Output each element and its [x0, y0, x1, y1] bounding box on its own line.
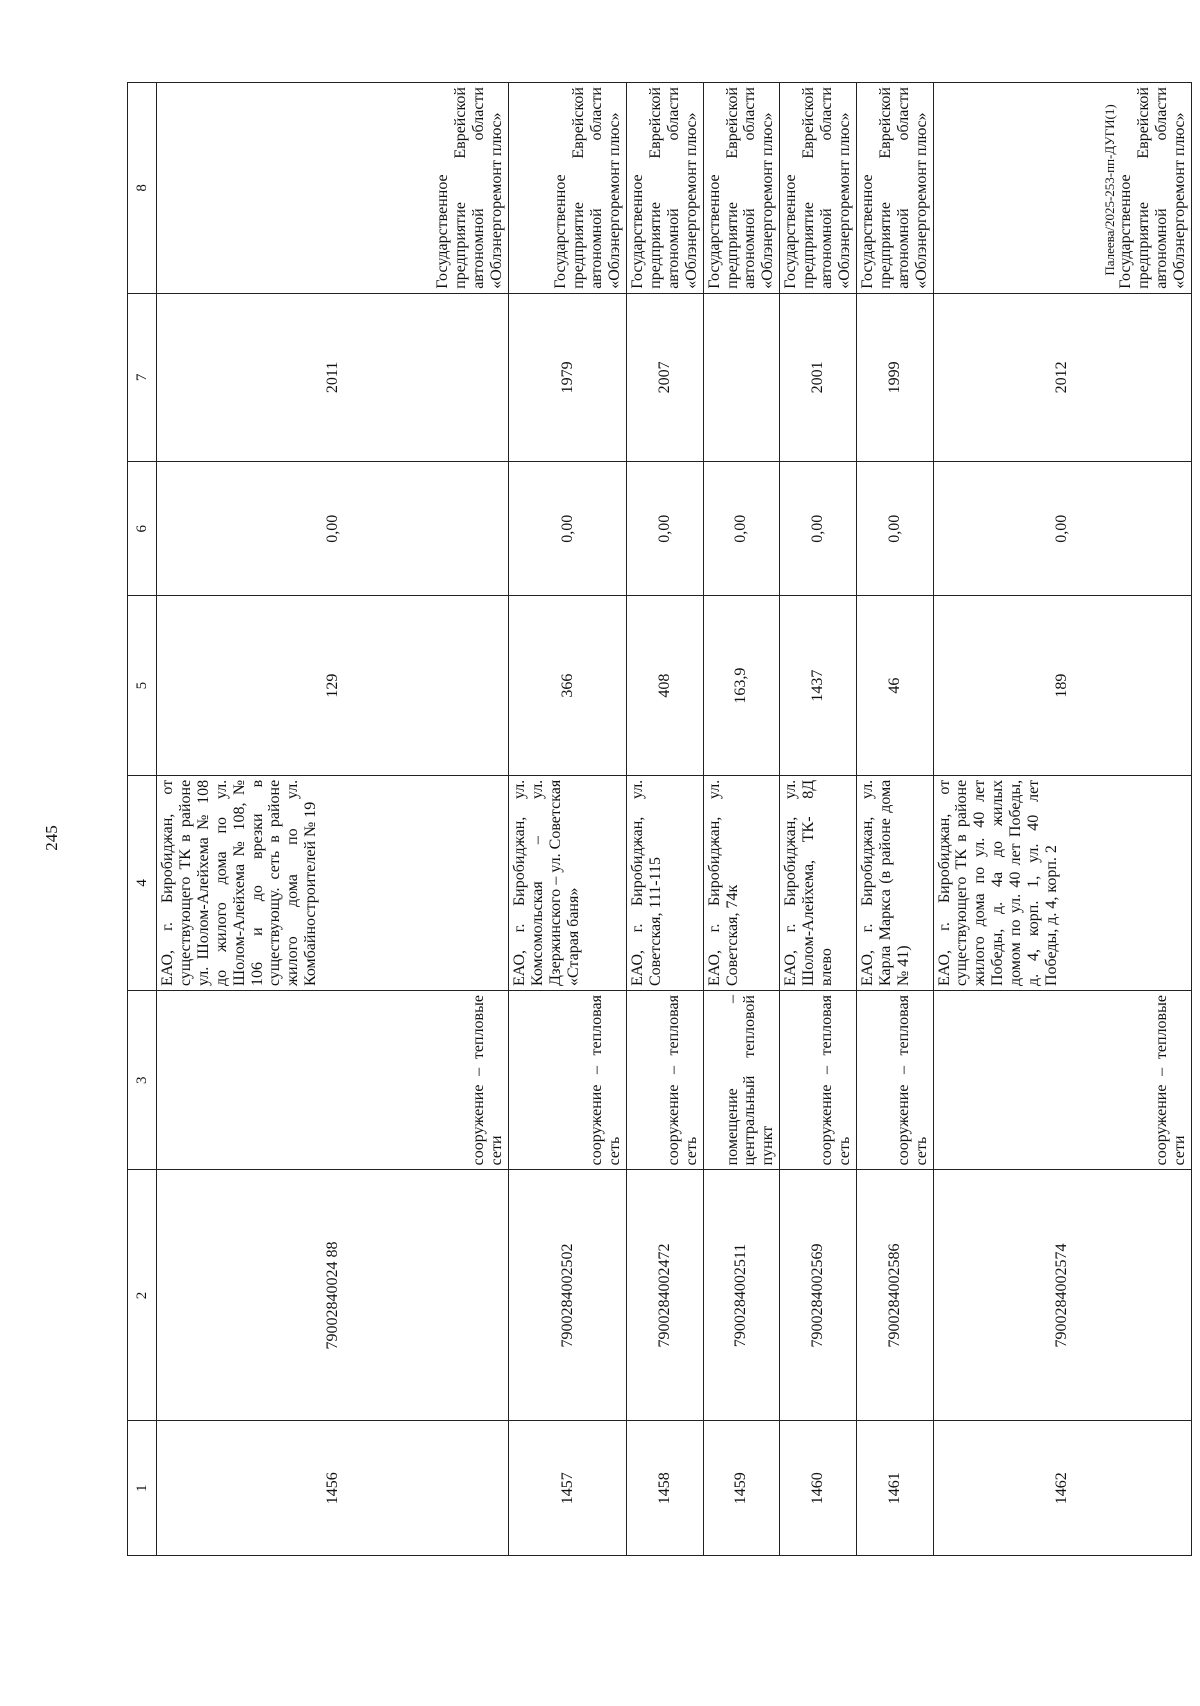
object-address: ЕАО, г. Биробиджан, ул. Комсомольская – ул. Дзержинского – ул. Советская «Старая баня» — [509, 775, 627, 990]
object-year — [703, 293, 780, 461]
table-row — [780, 83, 857, 1556]
object-owner: Государственное предприятие Еврейской автономной области «Облэнергоремонт плюс» — [856, 83, 933, 294]
row-number: 1462 — [933, 1421, 1191, 1556]
object-value: 0,00 — [157, 461, 509, 596]
row-number: 1458 — [627, 1421, 704, 1556]
col-header-5: 5 — [128, 596, 157, 775]
object-value: 0,00 — [627, 461, 704, 596]
object-year: 1999 — [856, 293, 933, 461]
object-type: сооружение – тепловая сеть — [509, 991, 627, 1170]
object-owner: Государственное предприятие Еврейской автономной области «Облэнергоремонт плюс» — [933, 83, 1191, 294]
object-value: 0,00 — [933, 461, 1191, 596]
object-length: 46 — [856, 596, 933, 775]
cadastral-number: 7900284002511 — [703, 1170, 780, 1421]
object-type: помещение – центральный тепловой пункт — [703, 991, 780, 1170]
object-type: сооружение – тепловые сети — [933, 991, 1191, 1170]
object-type: сооружение – тепловая сеть — [856, 991, 933, 1170]
object-address: ЕАО, г. Биробиджан, от существующего ТК в районе ул. Шолом-Алейхема № 108 до жилого дома по ул. Шолом-Алейхема № 108, № 106 и до врезки в существующу. сеть в районе жилого дома по ул. Комбайностроителей № 19 — [157, 775, 509, 990]
object-owner: Государственное предприятие Еврейской автономной области «Облэнергоремонт плюс» — [627, 83, 704, 294]
object-address: ЕАО, г. Биробиджан, ул. Советская, 74к — [703, 775, 780, 990]
object-owner: Государственное предприятие Еврейской автономной области «Облэнергоремонт плюс» — [157, 83, 509, 294]
object-address: ЕАО, г. Биробиджан, ул. Шолом-Алейхема, ТК- 8Д влево — [780, 775, 857, 990]
object-address: ЕАО, г. Биробиджан, ул. Советская, 111-115 — [627, 775, 704, 990]
object-length: 1437 — [780, 596, 857, 775]
header-row — [128, 83, 157, 1556]
object-year: 2011 — [157, 293, 509, 461]
object-value: 0,00 — [780, 461, 857, 596]
object-type: сооружение – тепловая сеть — [627, 991, 704, 1170]
object-value: 0,00 — [703, 461, 780, 596]
object-length: 189 — [933, 596, 1191, 775]
row-number: 1457 — [509, 1421, 627, 1556]
cadastral-number: 7900284002574 — [933, 1170, 1191, 1421]
row-number: 1456 — [157, 1421, 509, 1556]
col-header-4: 4 — [128, 775, 157, 990]
object-year: 1979 — [509, 293, 627, 461]
col-header-6: 6 — [128, 461, 157, 596]
object-address: ЕАО, г. Биробиджан, от существующего ТК в районе жилого дома по ул. 40 лет Победы, д. 4а до жилых домом по ул. 40 лет Победы, д. 4, корп. 1, ул. 40 лет Победы, д. 4, корп. 2 — [933, 775, 1191, 990]
document-code: Палеева/2025-253-пп-ДУГИ(1) — [1102, 104, 1117, 276]
row-number: 1461 — [856, 1421, 933, 1556]
table-row — [703, 83, 780, 1556]
row-number: 1459 — [703, 1421, 780, 1556]
page-number: 245 — [42, 825, 61, 851]
col-header-3: 3 — [128, 991, 157, 1170]
table-row — [509, 83, 627, 1556]
cadastral-number: 7900284002569 — [780, 1170, 857, 1421]
object-year: 2007 — [627, 293, 704, 461]
object-year: 2001 — [780, 293, 857, 461]
cadastral-number: 79002840024 88 — [157, 1170, 509, 1421]
object-length: 163,9 — [703, 596, 780, 775]
object-value: 0,00 — [856, 461, 933, 596]
cadastral-number: 7900284002586 — [856, 1170, 933, 1421]
table-row — [627, 83, 704, 1556]
row-number: 1460 — [780, 1421, 857, 1556]
object-address: ЕАО, г. Биробиджан, ул. Карла Маркса (в районе дома № 41) — [856, 775, 933, 990]
col-header-7: 7 — [128, 293, 157, 461]
table-row — [856, 83, 933, 1556]
object-length: 408 — [627, 596, 704, 775]
object-owner: Государственное предприятие Еврейской автономной области «Облэнергоремонт плюс» — [780, 83, 857, 294]
object-year: 2012 — [933, 293, 1191, 461]
cadastral-number: 7900284002502 — [509, 1170, 627, 1421]
cadastral-number: 7900284002472 — [627, 1170, 704, 1421]
object-length: 129 — [157, 596, 509, 775]
registry-table-container — [127, 82, 1188, 1556]
object-owner: Государственное предприятие Еврейской автономной области «Облэнергоремонт плюс» — [509, 83, 627, 294]
table-row — [933, 83, 1191, 1556]
object-length: 366 — [509, 596, 627, 775]
object-type: сооружение – тепловые сети — [157, 991, 509, 1170]
object-value: 0,00 — [509, 461, 627, 596]
table-row — [157, 83, 509, 1556]
col-header-2: 2 — [128, 1170, 157, 1421]
col-header-8: 8 — [128, 83, 157, 294]
object-type: сооружение – тепловая сеть — [780, 991, 857, 1170]
col-header-1: 1 — [128, 1421, 157, 1556]
registry-table — [127, 82, 1192, 1556]
object-owner: Государственное предприятие Еврейской автономной области «Облэнергоремонт плюс» — [703, 83, 780, 294]
